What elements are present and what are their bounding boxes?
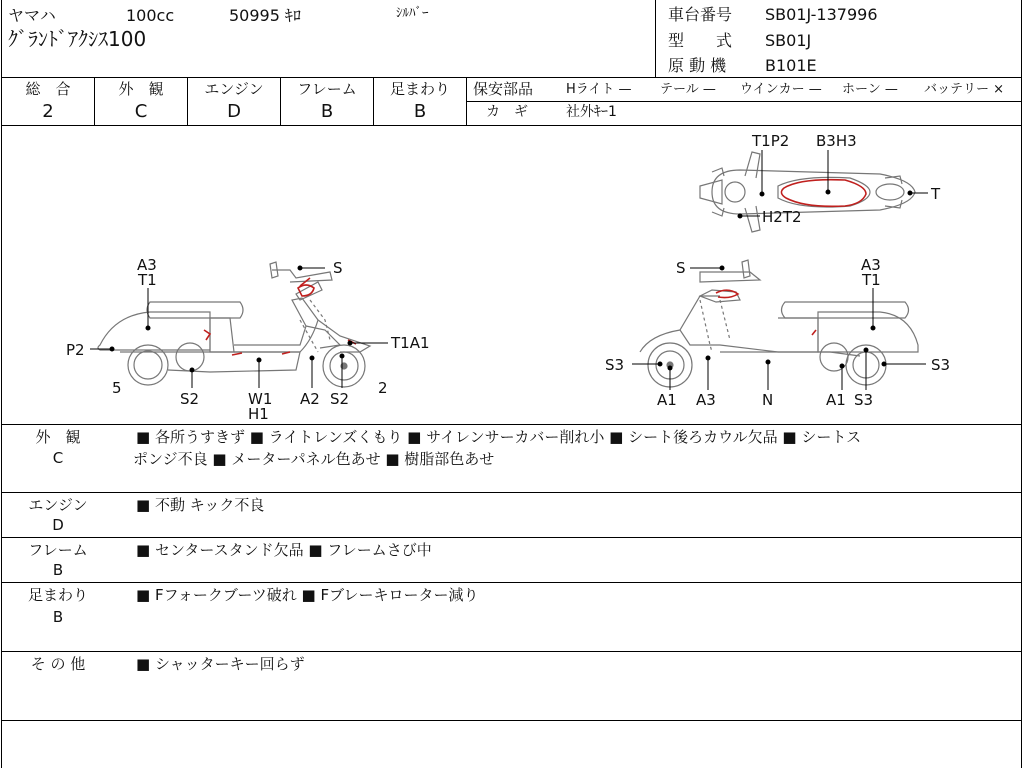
notes-line-1 [1,492,1021,493]
note-suspension-label: 足まわり [27,586,88,604]
displacement: 100cc [126,6,175,25]
right-label-s3c: S3 [854,391,874,409]
note-exterior-text-2: ポンジ不良 ■ メーターパネル色あせ ■ 樹脂部色あせ [133,450,495,468]
right-label-s3a: S3 [605,356,625,374]
note-engine-grade: D [52,516,64,534]
frame-no-label: 車台番号 [668,5,733,24]
key-value: 社外ｷｰ1 [566,104,617,120]
top-label-b3h3: B3H3 [816,132,857,150]
top-label-t1p2: T1P2 [752,132,790,150]
note-frame-grade: B [52,561,64,579]
model-name: ｸﾞﾗﾝﾄﾞｱｸｼｽ100 [8,27,147,51]
right-label-a3: A3 [861,256,881,274]
header-bottom-line [1,77,1021,78]
type-label: 型 式 [668,31,733,50]
note-frame-text: ■ センタースタンド欠品 ■ フレームさび中 [136,541,432,559]
grade-overall-label: 総 合 [25,80,71,98]
left-label-t1a1: T1A1 [391,334,430,352]
safety-item-horn: ホーン — [842,82,898,97]
notes-line-5 [1,720,1021,721]
note-exterior-grade: C [52,449,64,467]
engine-label: 原 動 機 [668,56,727,75]
notes-line-2 [1,537,1021,538]
right-label-a1a: A1 [657,391,677,409]
note-suspension-grade: B [52,608,64,626]
grade-overall-value: 2 [42,101,54,122]
safety-item-tail: テール — [660,82,716,97]
note-frame-label: フレーム [28,541,88,559]
grade-suspension-value: B [413,101,427,122]
left-label-a3: A3 [137,256,157,274]
safety-mid-line [466,101,1021,102]
engine-value: B101E [765,56,817,75]
safety-label: 保安部品 [473,80,534,98]
color: ｼﾙﾊﾞｰ [396,6,429,21]
key-label: カ ギ [486,104,528,120]
grade-frame-value: B [320,101,334,122]
grade-exterior-label: 外 観 [118,80,164,98]
grade-frame-label: フレーム [297,80,357,98]
safety-item-battery: バッテリー × [924,82,1005,97]
note-suspension-text: ■ Fフォークブーツ破れ ■ Fブレーキローター減り [136,586,479,604]
right-label-t1: T1 [862,271,881,289]
right-label-a3b: A3 [696,391,716,409]
note-engine-text: ■ 不動 キック不良 [136,496,265,514]
top-label-h2t2: H2T2 [762,208,802,226]
left-label-s2b: S2 [330,390,350,408]
note-engine-label: エンジン [28,496,88,514]
left-label-a2: A2 [300,390,320,408]
notes-line-4 [1,651,1021,652]
right-label-n: N [762,391,774,409]
left-label-h1: H1 [248,405,269,423]
top-label-t: T [931,185,941,203]
diagram-bottom-line [1,424,1021,425]
maker: ヤマハ [8,6,56,25]
left-label-w1: W1 [248,390,273,408]
left-label-p2: P2 [66,341,85,359]
notes-line-3 [1,582,1021,583]
frame-no-value: SB01J-137996 [765,5,878,24]
type-value: SB01J [765,31,812,50]
top-view-scooter [700,152,915,232]
grade-engine-value: D [227,101,241,122]
header-divider [655,0,656,78]
left-label-5: 5 [112,379,122,397]
damage-diagram [0,126,1022,424]
right-label-a1b: A1 [826,391,846,409]
grade-exterior-value: C [134,101,148,122]
note-exterior-text: ■ 各所うすきず ■ ライトレンズくもり ■ サイレンサーカバー削れ小 ■ シート後ろカウル欠品 ■ シートス [136,428,862,446]
note-other-text: ■ シャッターキー回らず [136,655,305,673]
grade-engine-label: エンジン [204,80,264,98]
left-label-2: 2 [378,379,388,397]
note-exterior-label: 外 観 [35,428,81,446]
safety-item-winker: ウインカー — [740,82,822,97]
note-other-label: そ の 他 [30,655,86,673]
grade-suspension-label: 足まわり [389,80,450,98]
safety-item-headlight: Hライト — [566,82,632,97]
left-label-s2a: S2 [180,390,200,408]
right-label-s3b: S3 [931,356,951,374]
left-label-s-top: S [333,259,343,277]
right-label-s-top: S [676,259,686,277]
left-label-t1: T1 [138,271,157,289]
mileage: 50995 ｷﾛ [229,6,301,25]
damage-marks [204,180,866,355]
